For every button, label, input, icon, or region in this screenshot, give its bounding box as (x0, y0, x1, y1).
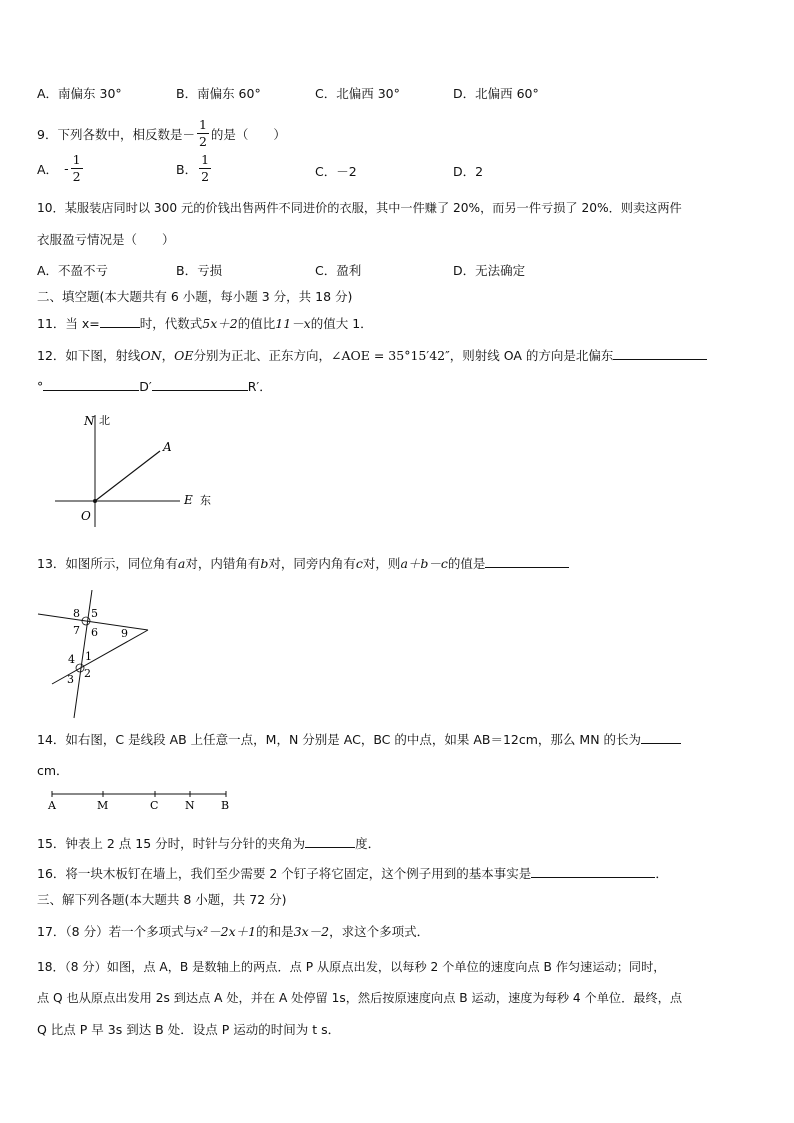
q12-sep: ， (161, 348, 175, 363)
q12-label-n: N (84, 414, 95, 428)
q13-t3: 对，则 (362, 556, 401, 571)
q14-line2: cm． (37, 763, 69, 778)
q13-angles-figure (36, 590, 156, 722)
q17-mid: 的和是 (256, 924, 294, 939)
q12-answer-blank-3[interactable] (152, 376, 248, 391)
q12-on: ON (140, 348, 162, 363)
section2-heading: 二、填空题(本大题共有 6 小题，每小题 3 分，共 18 分) (37, 289, 353, 304)
q11-expr1: 5x＋2 (202, 316, 238, 331)
q10-option-a: A．不盈不亏 (37, 263, 109, 278)
q9-stem-post: 的是（ ） (210, 126, 286, 142)
q13 (37, 553, 569, 572)
q14-label-n: N (185, 799, 195, 811)
q9-option-a (37, 152, 85, 185)
q9-option-a-sign: - (64, 161, 69, 176)
q12-oe: OE (174, 348, 194, 363)
q18-line1: 18．（8 分）如图，点 A，B 是数轴上的两点．点 P 从原点出发，以每秒 2 个单位的速度向点 B 作匀速运动；同时， (37, 960, 666, 974)
q12-line1 (37, 345, 707, 364)
q14-answer-blank[interactable] (641, 729, 681, 744)
q8-option-a: A．南偏东 30° (37, 86, 122, 101)
q12-mid: 分别为正北、正东方向， (193, 348, 331, 363)
q12-second: R′． (247, 379, 272, 394)
q8-option-b: B．南偏东 60° (176, 86, 261, 101)
q10-line2: 衣服盈亏情况是（ ） (37, 232, 175, 247)
q16-answer-blank[interactable] (531, 863, 655, 878)
q13-label-1: 1 (85, 650, 92, 663)
q9-option-b-fraction (199, 152, 211, 185)
q13-label-2: 2 (84, 667, 91, 680)
q12-label-o: O (81, 509, 91, 523)
q15 (37, 833, 380, 852)
q13-post: 的值是 (447, 556, 486, 571)
q11 (37, 313, 373, 332)
q11-mid: 时，代数式 (139, 316, 203, 331)
q13-label-7: 7 (73, 624, 80, 637)
q13-t2: 对，同旁内角有 (268, 556, 356, 571)
q16-pre: 16．将一块木板钉在墙上，我们至少需要 2 个钉子将它固定，这个例子用到的基本事实是 (37, 866, 532, 881)
q17 (37, 922, 429, 940)
q9-option-b-den: 2 (201, 169, 210, 184)
q14-label-a: A (48, 799, 56, 811)
q13-c: c (355, 556, 363, 571)
q9-frac-den: 2 (198, 134, 207, 149)
q13-label-5: 5 (91, 607, 98, 620)
q12-ray-oa (95, 451, 160, 501)
q18-line2: 点 Q 也从原点出发用 2s 到达点 A 处，并在 A 处停留 1s，然后按原速度向点 B 运动，速度为每秒 4 个单位．最终，点 (37, 991, 683, 1005)
q12-compass-figure (50, 405, 230, 535)
q12-angle: ∠AOE = 35°15′42″ (331, 348, 450, 363)
q13-a: a (177, 556, 186, 571)
q11-expr2: 11－x (275, 316, 311, 331)
q18-line3: Q 比点 P 早 3s 到达 B 处．设点 P 运动的时间为 t s． (37, 1022, 341, 1037)
q12-answer-blank-1[interactable] (613, 345, 707, 360)
q9-option-b (176, 152, 213, 185)
q12-label-e: E (184, 493, 193, 507)
q13-label-3: 3 (67, 673, 74, 686)
q17-expr2: 3x－2 (293, 924, 330, 939)
q15-pre: 15．钟表上 2 点 15 分时，时针与分针的夹角为 (37, 836, 306, 851)
q10-option-c: C．盈利 (315, 263, 362, 278)
q17-post: ，求这个多项式． (329, 924, 430, 939)
q12-post: ，则射线 OA 的方向是北偏东 (449, 348, 614, 363)
q13-t1: 对，内错角有 (185, 556, 261, 571)
q13-label-6: 6 (91, 626, 98, 639)
q9-option-c: C．－2 (315, 164, 357, 179)
section3-heading: 三、解下列各题(本大题共 8 小题，共 72 分) (37, 892, 287, 907)
q9-option-a-label: A． (37, 161, 59, 177)
q9-fraction (197, 117, 209, 150)
q9-option-d: D．2 (453, 164, 484, 179)
q13-expr: a＋b－c (400, 556, 448, 571)
q12-minute: D′ (139, 379, 152, 394)
q9-stem (37, 117, 286, 150)
q13-pre: 13．如图所示，同位角有 (37, 556, 178, 571)
q11-mid2: 的值比 (237, 316, 276, 331)
q12-answer-blank-2[interactable] (43, 376, 139, 391)
q13-label-9: 9 (121, 627, 128, 640)
q16 (37, 863, 668, 882)
q12-pre: 12．如下图，射线 (37, 348, 141, 363)
q14-label-b: B (221, 799, 230, 811)
q9-option-a-fraction (71, 152, 83, 185)
q9-option-a-num: 1 (72, 152, 81, 167)
q13-label-4: 4 (68, 653, 75, 666)
q9-option-a-den: 2 (72, 169, 81, 184)
q17-pre: 17．（8 分）若一个多项式与 (37, 924, 197, 939)
q8-option-d: D．北偏西 60° (453, 86, 539, 101)
q8-option-c: C．北偏西 30° (315, 86, 400, 101)
q16-post: ． (655, 866, 668, 881)
q9-frac-num: 1 (198, 117, 207, 132)
q12-label-bei: 北 (99, 414, 110, 427)
q15-answer-blank[interactable] (305, 833, 355, 848)
q14-segment-figure (40, 787, 240, 811)
q10-option-b: B．亏损 (176, 263, 223, 278)
q14-label-m: M (97, 799, 109, 811)
q9-option-b-label: B． (176, 161, 198, 177)
q14-line1 (37, 729, 681, 748)
q13-label-8: 8 (73, 607, 80, 620)
q12-degree: ° (37, 379, 44, 394)
q17-expr1: x²－2x＋1 (196, 924, 257, 939)
q12-label-dong: 东 (200, 494, 211, 507)
q13-b: b (260, 556, 269, 571)
q9-option-b-num: 1 (201, 152, 210, 167)
q12-line2 (37, 376, 272, 395)
q12-label-a: A (163, 440, 172, 454)
q11-answer-blank[interactable] (100, 313, 140, 328)
q9-stem-pre: 9．下列各数中，相反数是－ (37, 126, 195, 142)
q14-label-c: C (150, 799, 159, 811)
q13-answer-blank[interactable] (485, 553, 569, 568)
q11-pre: 11．当 x= (37, 316, 100, 331)
q10-line1: 10．某服装店同时以 300 元的价钱出售两件不同进价的衣服，其中一件赚了 20%，而另一件亏损了 20%．则卖这两件 (37, 201, 682, 215)
q11-post: 的值大 1． (310, 316, 373, 331)
q14-text: 14．如右图，C 是线段 AB 上任意一点，M，N 分别是 AC，BC 的中点，如果 AB＝12cm，那么 MN 的长为 (37, 732, 642, 747)
q15-post: 度． (355, 836, 381, 851)
q10-option-d: D．无法确定 (453, 263, 526, 278)
q12-origin-point (93, 499, 97, 503)
